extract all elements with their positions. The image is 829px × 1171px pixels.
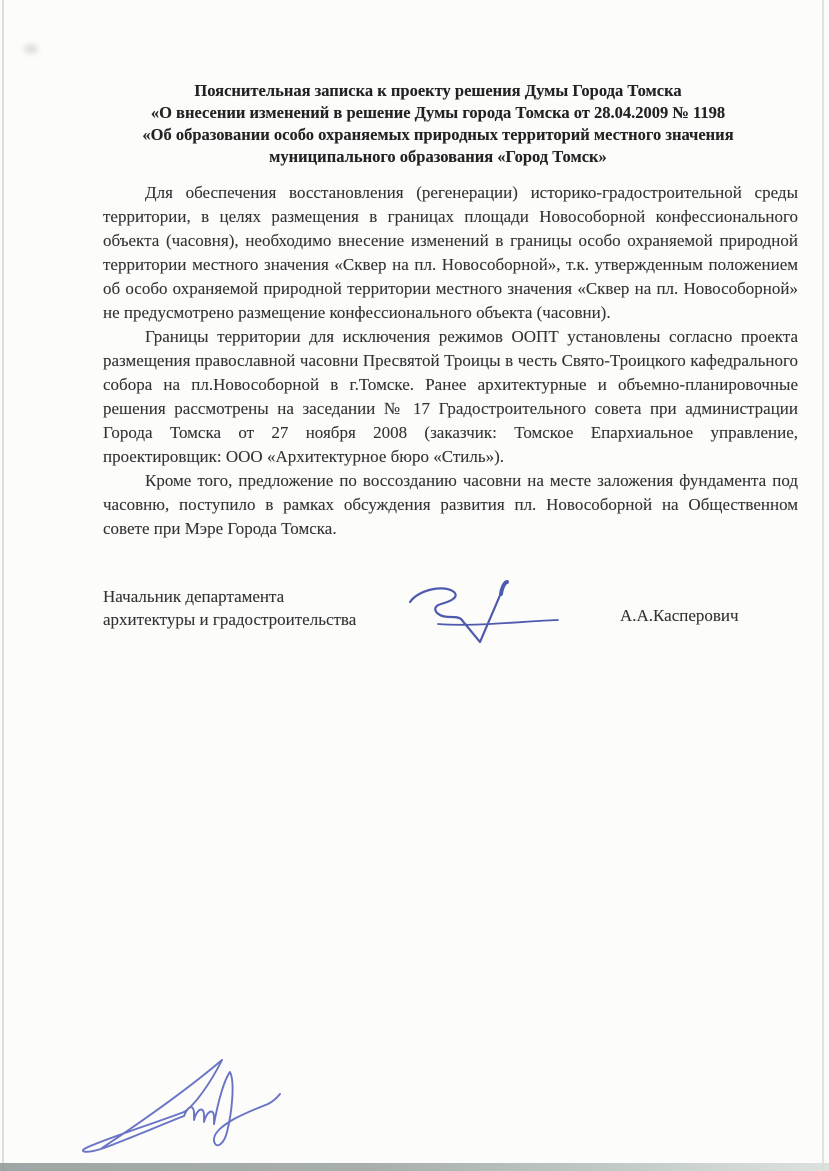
scan-edge-right (822, 0, 824, 1171)
title-line-4: муниципального образования «Город Томск» (269, 147, 607, 166)
document-body (103, 181, 798, 541)
signatory-name: А.А.Касперович (620, 606, 739, 625)
title-line-3: «Об образовании особо охраняемых природных территорий местного значения (142, 125, 734, 144)
scan-edge-left (2, 0, 4, 1171)
body-paragraph-2: Границы территории для исключения режимов ООПТ установлены согласно проекта размещения православной часовни Пресвятой Троицы в честь Свято-Троицкого кафедрального собора на пл.Новособорной в г.Томске. Ранее архитектурные и объемно-планировочные решения рассмотрены на заседании № 17 Градостроительного совета при администрации Города Томска от 27 ноября 2008 (заказчик: Томское Епархиальное управление, проектировщик: ООО «Архитектурное бюро «Стиль»). (103, 327, 798, 466)
title-line-2: «О внесении изменений в решение Думы города Томска от 28.04.2009 № 1198 (150, 103, 726, 122)
signatory-role (103, 585, 433, 631)
scan-shadow-bottom (0, 1163, 829, 1171)
approval-signature-icon (400, 574, 570, 650)
body-paragraph-1: Для обеспечения восстановления (регенерации) историко-градостроительной среды территории, в целях размещения в границах площади Новособорной конфессионального объекта (часовня), необходимо внесение изменений в границы особо охраняемой природной территории местного значения «Сквер на пл. Новособорной», т.к. утвержденным положением об особо охраняемой природной территории местного значения «Сквер на пл. Новособорной» не предусмотрено размещение конфессионального объекта (часовни). (103, 183, 798, 322)
document-title (103, 80, 773, 168)
signatory-role-line-1: Начальник департамента (103, 587, 285, 606)
signatory-role-line-2: архитектуры и градостроительства (103, 610, 357, 629)
body-paragraph-3: Кроме того, предложение по воссозданию часовни на месте заложения фундамента под часовню, поступило в рамках обсуждения развития пл. Новособорной на Общественном совете при Мэре Города Томска. (103, 471, 798, 538)
title-line-1: Пояснительная записка к проекту решения Думы Города Томска (194, 81, 682, 100)
scan-smudge (24, 44, 38, 54)
handwritten-signature-icon (72, 1056, 287, 1162)
